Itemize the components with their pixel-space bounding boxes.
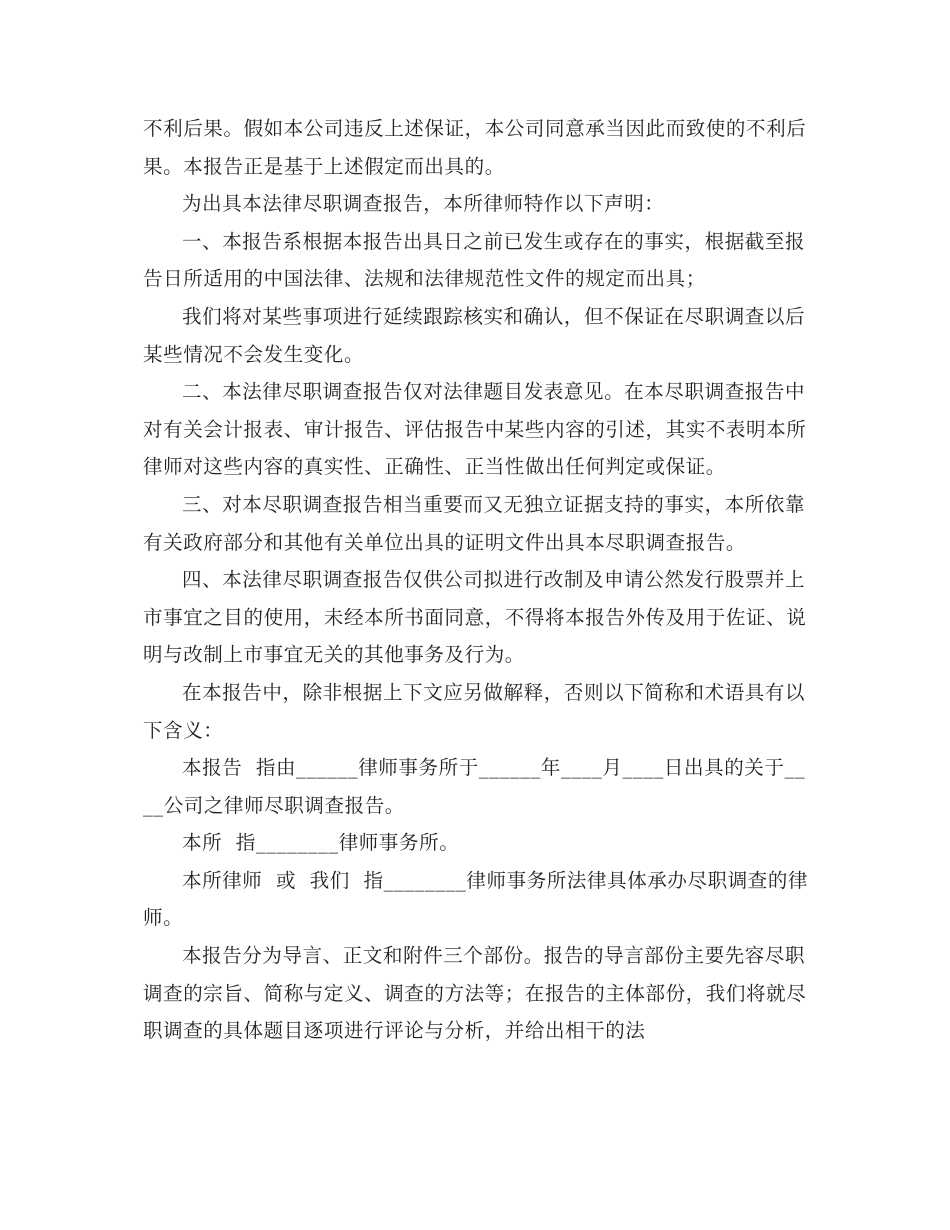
definition-this-report: 本报告 指由______律师事务所于______年____月____日出具的关于____公司之律师尽职调查报告。 bbox=[143, 756, 806, 817]
paragraph-consequences: 不利后果。假如本公司违反上述保证，本公司同意承当因此而致使的不利后果。本报告正是基于上述假定而出具的。 bbox=[143, 117, 807, 178]
paragraph-declaration-intro: 为出具本法律尽职调查报告，本所律师特作以下声明： bbox=[182, 192, 665, 216]
paragraph-report-structure: 本报告分为导言、正文和附件三个部份。报告的导言部份主要先容尽职调查的宗旨、简称与定义、调查的方法等；在报告的主体部份，我们将就尽职调查的具体题目逐项进行评论与分析，并给出相干的法 bbox=[143, 944, 807, 1043]
document-body bbox=[143, 110, 811, 1050]
paragraph-declaration-4: 四、本法律尽职调查报告仅供公司拟进行改制及申请公然发行股票并上市事宜之目的使用，未经本所书面同意，不得将本报告外传及用于佐证、说明与改制上市事宜无关的其他事务及行为。 bbox=[143, 568, 807, 667]
paragraph-declaration-2: 二、本法律尽职调查报告仅对法律题目发表意见。在本尽职调查报告中对有关会计报表、审计报告、评估报告中某些内容的引述，其实不表明本所律师对这些内容的真实性、正确性、正当性做出任何判定或保证。 bbox=[143, 380, 807, 479]
paragraph-definitions-intro: 在本报告中，除非根据上下文应另做解释，否则以下简称和术语具有以下含义： bbox=[143, 680, 806, 742]
paragraph-declaration-1: 一、本报告系根据本报告出具日之前已发生或存在的事实，根据截至报告日所适用的中国法律、法规和法律规范性文件的规定而出具； bbox=[143, 229, 806, 291]
paragraph-declaration-3: 三、对本尽职调查报告相当重要而又无独立证据支持的事实，本所依靠有关政府部分和其他有关单位出具的证明文件出具本尽职调查报告。 bbox=[143, 492, 806, 554]
definition-the-firm: 本所 指________律师事务所。 bbox=[182, 831, 460, 855]
definition-firm-lawyers: 本所律师 或 我们 指________律师事务所法律具体承办尽职调查的律师。 bbox=[143, 868, 809, 930]
paragraph-followup-verification: 我们将对某些事项进行延续跟踪核实和确认，但不保证在尽职调查以后某些情况不会发生变化。 bbox=[143, 304, 806, 366]
